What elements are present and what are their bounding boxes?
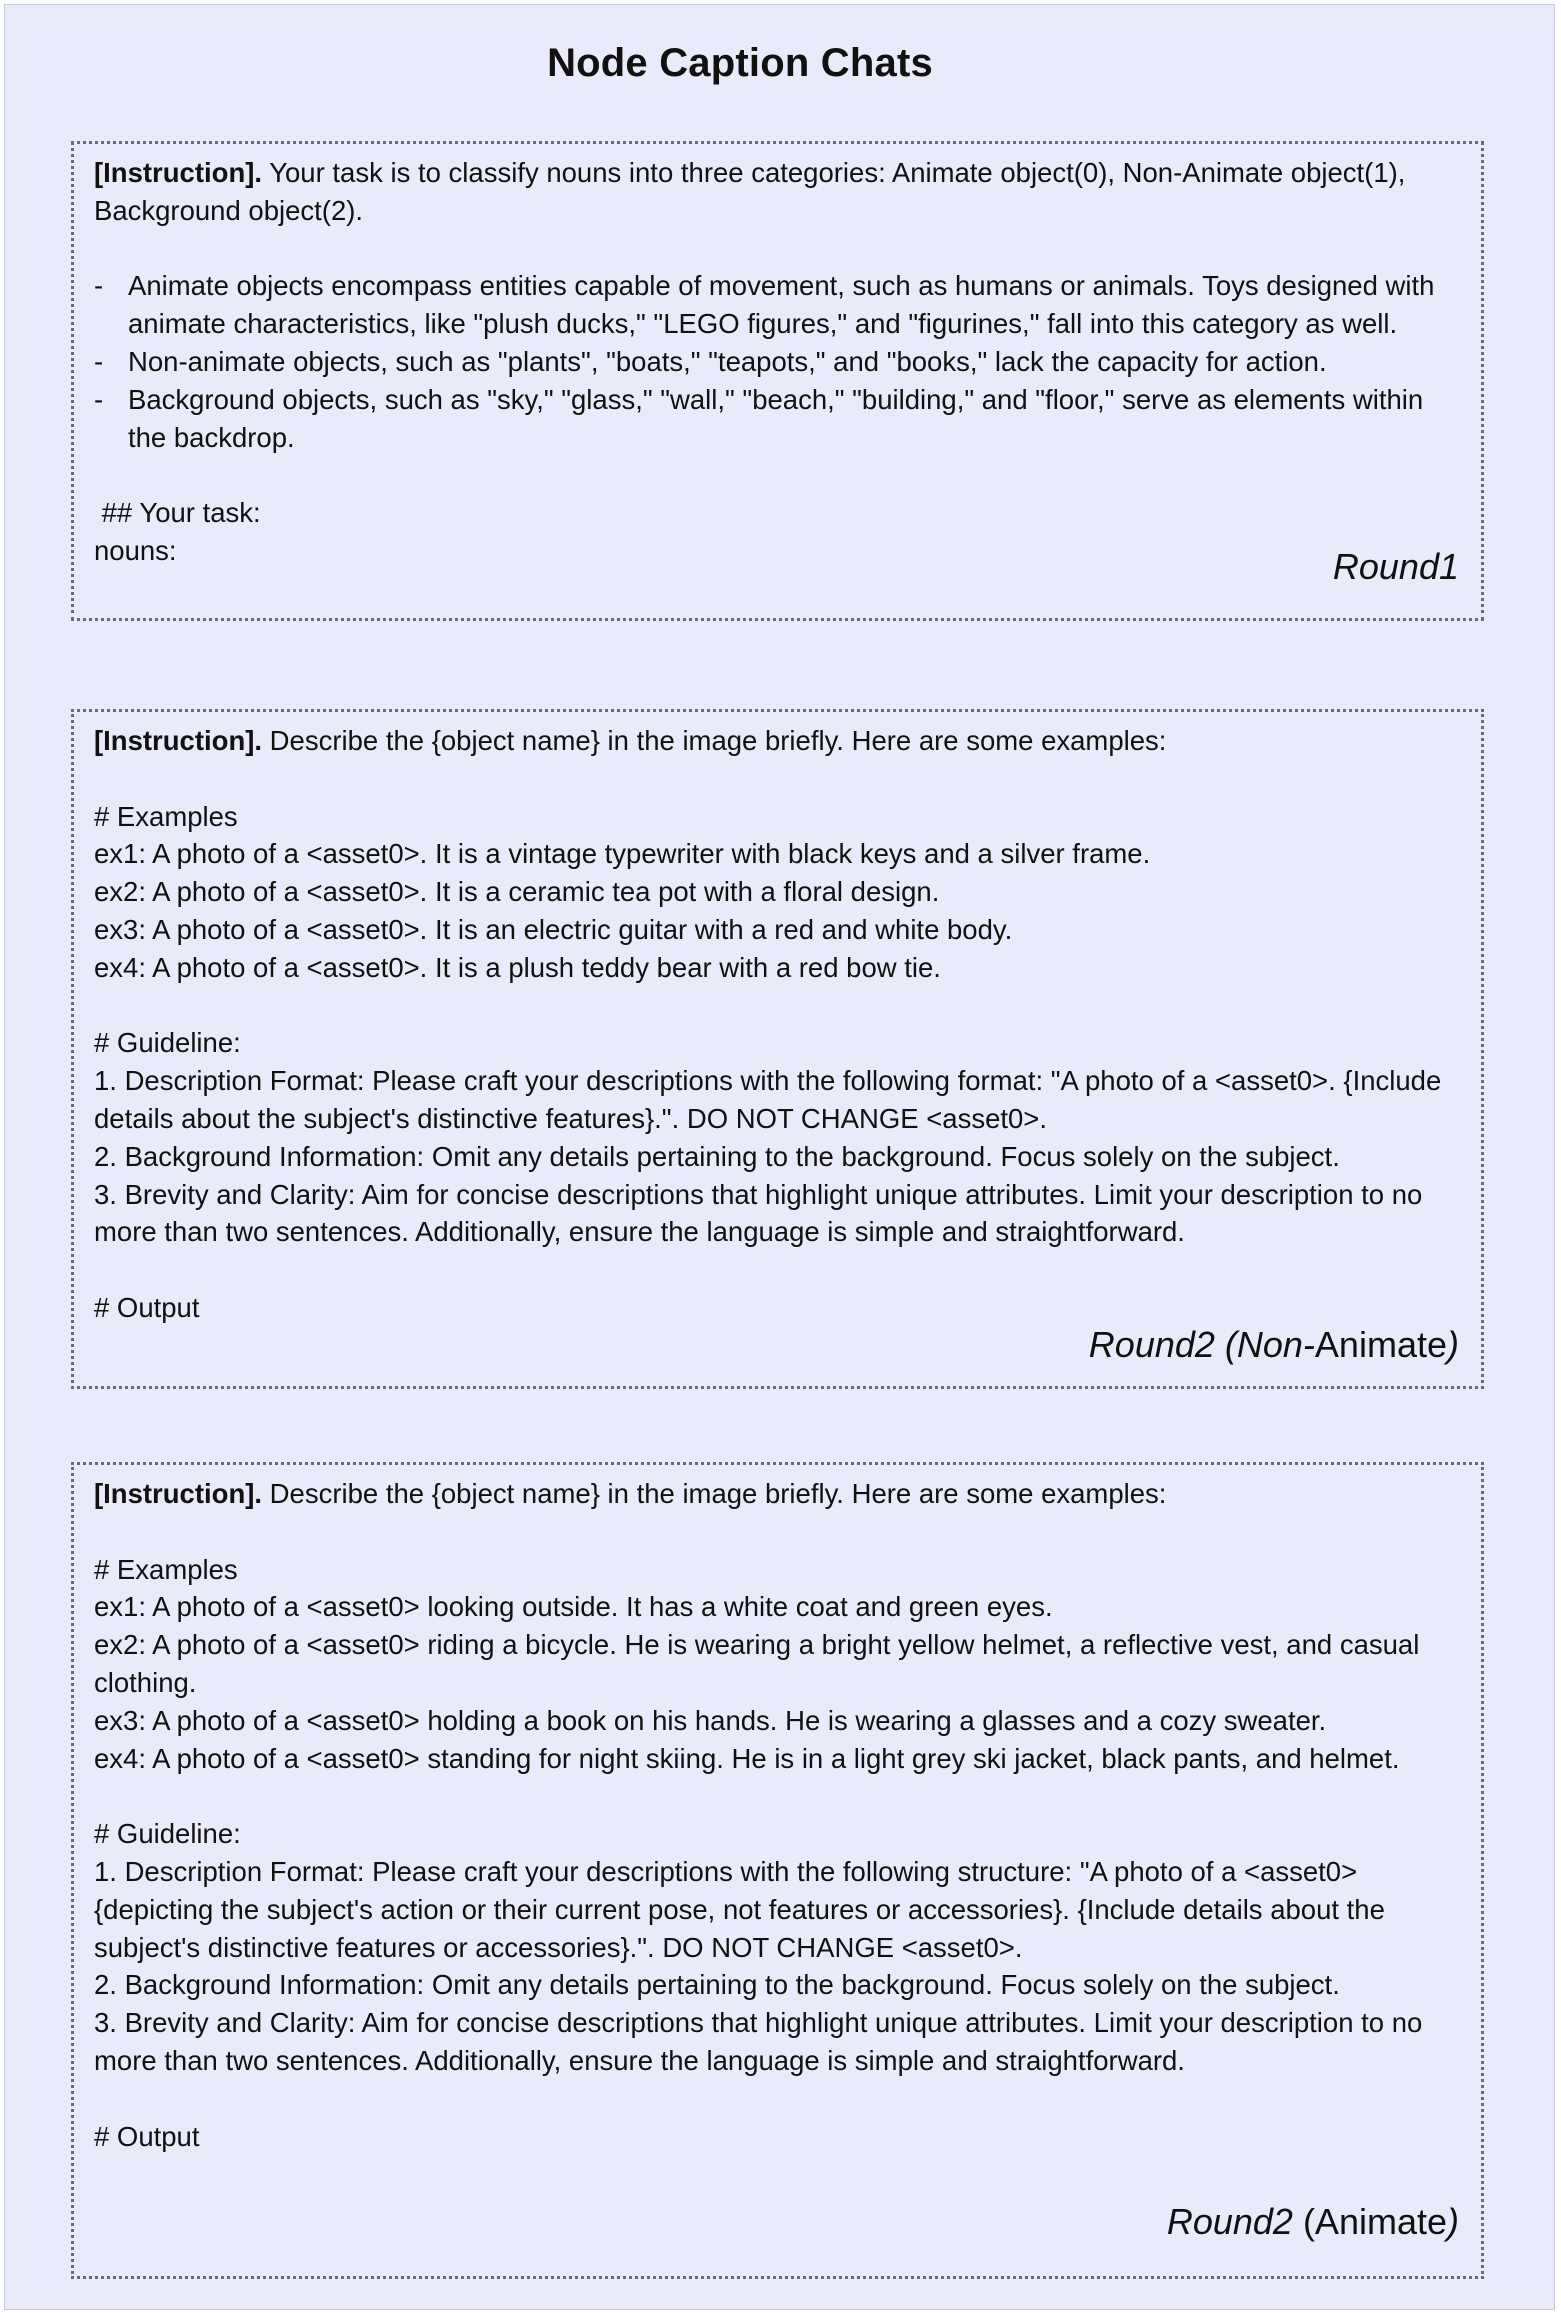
examples-header: # Examples xyxy=(94,1553,238,1585)
round-label-upright: (Animate xyxy=(1302,2201,1447,2242)
round-label-upright: Animate xyxy=(1314,1324,1447,1365)
category-bullet-list xyxy=(94,267,1461,456)
nouns-label: nouns: xyxy=(94,534,177,566)
example-line: ex4: A photo of a <asset0>. It is a plush teddy bear with a red bow tie. xyxy=(94,951,941,983)
page-title: Node Caption Chats xyxy=(547,41,933,85)
round2-non-animate-label xyxy=(1089,1326,1459,1364)
round2-animate-prompt-box xyxy=(71,1462,1484,2279)
round1-label: Round1 xyxy=(1332,546,1459,587)
guideline-item: 3. Brevity and Clarity: Aim for concise descriptions that highlight unique attributes. Limit your description to no more than two sentences. Additionally, ensure the language is simple and straightforward. xyxy=(94,2007,1423,2076)
example-line: ex3: A photo of a <asset0> holding a book on his hands. He is wearing a glasses and a cozy sweater. xyxy=(94,1704,1327,1736)
instruction-label: [Instruction]. xyxy=(94,157,263,188)
round-label-close: ) xyxy=(1447,1324,1459,1365)
guideline-item: 1. Description Format: Please craft your descriptions with the following format: "A photo of a <asset0>. {Include details about the subject's distinctive features}.". DO NOT CHANGE <asset0>. xyxy=(94,1065,1442,1134)
round1-prompt-box xyxy=(71,141,1484,621)
guideline-item: 2. Background Information: Omit any details pertaining to the background. Focus solely on the subject. xyxy=(94,1140,1340,1172)
instruction-text: Describe the {object name} in the image briefly. Here are some examples: xyxy=(262,1478,1167,1509)
example-line: ex3: A photo of a <asset0>. It is an electric guitar with a red and white body. xyxy=(94,913,1013,945)
instruction-label: [Instruction]. xyxy=(94,725,263,756)
example-line: ex1: A photo of a <asset0> looking outside. It has a white coat and green eyes. xyxy=(94,1591,1053,1623)
guideline-header: # Guideline: xyxy=(94,1027,241,1059)
instruction-text: Your task is to classify nouns into three categories: Animate object(0), Non-Animate object(1), Background object(2). xyxy=(94,157,1406,226)
instruction-text: Describe the {object name} in the image briefly. Here are some examples: xyxy=(262,725,1167,756)
guideline-item: 1. Description Format: Please craft your descriptions with the following structure: "A photo of a <asset0> {depicting the subject's action or their current pose, not features or accessories}. {Include details about the subject's distinctive features or accessories}.". DO NOT CHANGE <asset0>. xyxy=(94,1855,1385,1963)
page-background xyxy=(4,4,1555,2310)
guideline-header: # Guideline: xyxy=(94,1818,241,1850)
bullet-item-non-animate: - Non-animate objects, such as "plants", "boats," "teapots," and "books," lack the capacity for action. xyxy=(94,343,1461,381)
output-header: # Output xyxy=(94,2120,200,2152)
example-line: ex4: A photo of a <asset0> standing for night skiing. He is in a light grey ski jacket, black pants, and helmet. xyxy=(94,1742,1400,1774)
instruction-label: [Instruction]. xyxy=(94,1478,263,1509)
round1-instruction xyxy=(94,154,1461,230)
round2-animate-instruction xyxy=(94,1475,1461,1513)
examples-header: # Examples xyxy=(94,800,238,832)
guideline-item: 2. Background Information: Omit any details pertaining to the background. Focus solely on the subject. xyxy=(94,1969,1340,2001)
round2-non-animate-instruction xyxy=(94,722,1461,760)
task-header: ## Your task: xyxy=(94,497,261,529)
bullet-item-background: - Background objects, such as "sky," "glass," "wall," "beach," "building," and "floor," serve as elements within the backdrop. xyxy=(94,381,1461,457)
example-line: ex1: A photo of a <asset0>. It is a vintage typewriter with black keys and a silver frame. xyxy=(94,838,1151,870)
round2-animate-label xyxy=(1167,2203,1459,2241)
round2-non-animate-prompt-box xyxy=(71,709,1484,1389)
round-label-italic: Round2 xyxy=(1166,2201,1303,2242)
example-line: ex2: A photo of a <asset0> riding a bicycle. He is wearing a bright yellow helmet, a reflective vest, and casual clothing. xyxy=(94,1629,1420,1698)
round-label-italic: Round2 (Non- xyxy=(1088,1324,1315,1365)
guideline-item: 3. Brevity and Clarity: Aim for concise descriptions that highlight unique attributes. Limit your description to no more than two sentences. Additionally, ensure the language is simple and straightforward. xyxy=(94,1178,1423,1248)
example-line: ex2: A photo of a <asset0>. It is a ceramic tea pot with a floral design. xyxy=(94,876,940,908)
output-header: # Output xyxy=(94,1291,200,1323)
bullet-item-animate: - Animate objects encompass entities capable of movement, such as humans or animals. Toys designed with animate characteristics, like "plush ducks," "LEGO figures," and "figurines," fall into this category as well. xyxy=(94,267,1461,343)
round-label-close: ) xyxy=(1447,2201,1459,2242)
